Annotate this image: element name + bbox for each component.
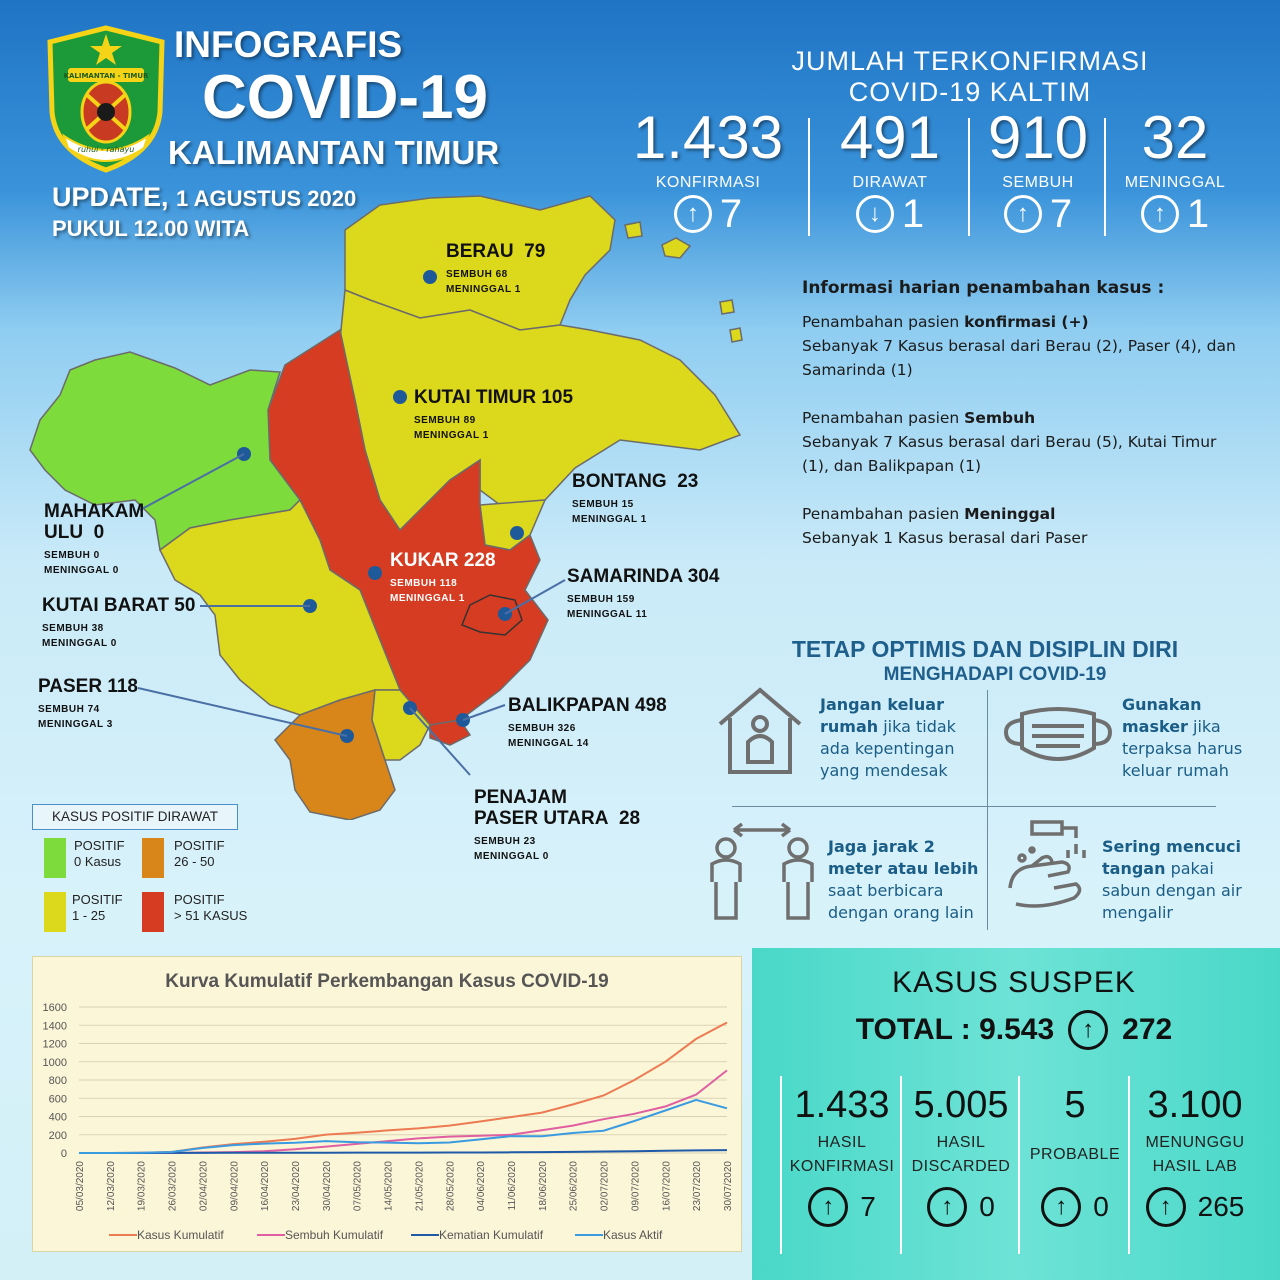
arrow-up-icon: ↑ — [1068, 1010, 1108, 1050]
stat-divider — [1104, 118, 1106, 236]
chart-xtick-label: 09/07/2020 — [630, 1161, 642, 1212]
arrow-up-icon: ↑ — [927, 1187, 967, 1227]
chart-xtick-label: 05/03/2020 — [75, 1161, 86, 1212]
arrow-up-icon: ↑ — [808, 1187, 848, 1227]
arrow-down-icon: ↓ — [856, 195, 894, 233]
chart-ytick-label: 200 — [48, 1129, 67, 1142]
region-label-ppu: PENAJAM PASER UTARA 28 SEMBUH 23 MENINGGAL 0 — [474, 787, 641, 862]
chart-xtick-label: 14/05/2020 — [383, 1161, 395, 1212]
info-meninggal: Penambahan pasien Meninggal — [802, 505, 1056, 523]
chart-series-line — [79, 1023, 727, 1154]
legend-title: KASUS POSITIF DIRAWAT — [32, 804, 238, 830]
legend-item: POSITIF 26 - 50 — [142, 838, 225, 878]
chart-xtick-label: 04/06/2020 — [476, 1161, 488, 1212]
chart-ytick-label: 600 — [48, 1093, 67, 1106]
legend-item: POSITIF 1 - 25 — [44, 892, 123, 932]
info-sembuh: Penambahan pasien Sembuh — [802, 409, 1036, 427]
legend-item: POSITIF > 51 KASUS — [142, 892, 247, 932]
chart-xtick-label: 16/04/2020 — [260, 1161, 272, 1212]
stat-meninggal — [1110, 104, 1240, 236]
region-label-kutai-barat: KUTAI BARAT 50 SEMBUH 38 MENINGGAL 0 — [42, 595, 196, 649]
stat-value: 910 — [987, 104, 1089, 171]
region-label-mahakam-ulu: MAHAKAM ULU 0 SEMBUH 0 MENINGGAL 0 — [44, 501, 145, 576]
chart-xtick-label: 23/07/2020 — [692, 1161, 704, 1212]
suspek-discarded: 5.005 HASIL DISCARDED ↑ 0 — [904, 1084, 1018, 1227]
stat-dirawat — [814, 104, 966, 236]
info-title: Informasi harian penambahan kasus : — [802, 278, 1165, 298]
chart-xtick-label: 23/04/2020 — [291, 1161, 302, 1212]
region-label-balikpapan: BALIKPAPAN 498 SEMBUH 326 MENINGGAL 14 — [508, 695, 667, 749]
chart-xtick-label: 16/07/2020 — [661, 1161, 673, 1212]
chart-xtick-label: 18/06/2020 — [537, 1161, 549, 1212]
logo-banner-text: KALIMANTAN - TIMUR — [63, 72, 149, 80]
summary-title — [740, 46, 1200, 108]
arrow-up-icon: ↑ — [1146, 1187, 1186, 1227]
stat-label: DIRAWAT — [852, 174, 928, 191]
suspek-title: KASUS SUSPEK — [892, 966, 1136, 999]
chart-ytick-label: 1200 — [42, 1038, 67, 1051]
stat-value: 491 — [839, 104, 941, 171]
suspek-divider — [780, 1076, 782, 1254]
header-region: KALIMANTAN TIMUR — [168, 134, 500, 171]
suspek-konfirmasi: 1.433 HASIL KONFIRMASI ↑ 7 — [784, 1084, 900, 1227]
header-title: COVID-19 — [202, 63, 488, 132]
chart-ytick-label: 0 — [60, 1148, 67, 1160]
suspek-total — [752, 1010, 1276, 1050]
legend-swatch — [142, 892, 164, 932]
stat-divider — [968, 118, 970, 236]
chart-xtick-label: 19/03/2020 — [136, 1161, 148, 1212]
arrow-up-icon: ↑ — [674, 195, 712, 233]
chart-series-line — [79, 1100, 727, 1153]
legend-swatch — [142, 838, 164, 878]
chart-xtick-label: 26/03/2020 — [167, 1161, 179, 1212]
stat-label: KONFIRMASI — [655, 174, 761, 191]
stat-delta: 1 — [1186, 192, 1210, 236]
chart-xtick-label: 21/05/2020 — [414, 1161, 426, 1212]
stat-sembuh — [972, 104, 1104, 236]
chart-xtick-label: 02/07/2020 — [599, 1161, 611, 1212]
stat-delta: 7 — [719, 192, 743, 236]
region-label-samarinda: SAMARINDA 304 SEMBUH 159 MENINGGAL 11 — [567, 566, 720, 620]
chart-panel — [32, 956, 742, 1252]
chart-xtick-label: 11/06/2020 — [507, 1161, 518, 1211]
summary-title-line1: JUMLAH TERKONFIRMASI — [791, 46, 1149, 76]
update-word: UPDATE, — [52, 182, 169, 212]
region-label-kukar: KUKAR 228 SEMBUH 118 MENINGGAL 1 — [390, 550, 496, 604]
legend-swatch — [44, 892, 66, 932]
tip-mask: Gunakan masker jika terpaksa harus keluar rumah — [1122, 695, 1243, 780]
chart-ytick-label: 1000 — [42, 1056, 67, 1069]
stat-delta: 1 — [901, 192, 925, 236]
chart-ytick-label: 800 — [48, 1075, 67, 1087]
summary-title-line2: COVID-19 KALTIM — [848, 77, 1092, 107]
chart-xtick-label: 09/04/2020 — [229, 1161, 241, 1212]
tips-title: TETAP OPTIMIS DAN DISIPLIN DIRI — [791, 636, 1179, 662]
chart-legend-label: Kematian Kumulatif — [439, 1228, 544, 1242]
chart-xtick-label: 25/06/2020 — [568, 1161, 580, 1212]
stat-value: 1.433 — [632, 104, 784, 171]
chart-ytick-label: 1400 — [42, 1020, 67, 1033]
region-label-berau: BERAU 79 SEMBUH 68 MENINGGAL 1 — [446, 241, 546, 295]
chart-xtick-label: 28/05/2020 — [445, 1161, 457, 1212]
daily-info — [802, 276, 1242, 550]
info-sembuh-text: Sebanyak 7 Kasus berasal dari Berau (5), Kutai Timur (1), dan Balikpapan (1) — [802, 433, 1217, 475]
suspek-total-delta: 272 — [1122, 1013, 1173, 1046]
tips-hdivider — [732, 806, 1216, 807]
kaltim-logo — [44, 24, 168, 174]
suspek-divider — [1018, 1076, 1020, 1254]
header-line1: INFOGRAFIS — [174, 24, 403, 65]
stat-value: 32 — [1141, 104, 1209, 171]
tip-handwash: Sering mencuci tangan pakai sabun dengan air mengalir — [1102, 837, 1242, 922]
region-bontang — [480, 500, 545, 550]
suspek-total-label: TOTAL : 9.543 — [855, 1013, 1055, 1046]
tip-distance: Jaga jarak 2 meter atau lebih saat berbicara dengan orang lain — [828, 837, 979, 922]
arrow-up-icon: ↑ — [1004, 195, 1042, 233]
house-person-icon — [714, 684, 806, 776]
region-label-kutai-timur: KUTAI TIMUR 105 SEMBUH 89 MENINGGAL 1 — [414, 387, 574, 441]
chart-legend-label: Kasus Kumulatif — [137, 1228, 224, 1242]
suspek-divider — [900, 1076, 902, 1254]
info-konfirmasi: Penambahan pasien konfirmasi (+) — [802, 313, 1089, 331]
info-konfirmasi-text: Sebanyak 7 Kasus berasal dari Berau (2), Paser (4), dan Samarinda (1) — [802, 337, 1236, 379]
stat-divider — [808, 118, 810, 236]
region-label-paser: PASER 118 SEMBUH 74 MENINGGAL 3 — [38, 676, 138, 730]
arrow-up-icon: ↑ — [1041, 1187, 1081, 1227]
legend-item: POSITIF 0 Kasus — [44, 838, 125, 878]
stat-label: MENINGGAL — [1124, 174, 1226, 191]
stat-label: SEMBUH — [1002, 174, 1074, 191]
arrow-up-icon: ↑ — [1141, 195, 1179, 233]
update-time: PUKUL 12.00 WITA — [52, 216, 250, 241]
mask-icon — [1002, 700, 1114, 772]
chart-ytick-label: 1600 — [42, 1002, 67, 1014]
tip-stay-home: Jangan keluar rumah jika tidak ada kepentingan yang mendesak — [820, 695, 956, 780]
chart-ytick-label: 400 — [48, 1111, 67, 1124]
distance-icon — [704, 822, 820, 922]
chart-title: Kurva Kumulatif Perkembangan Kasus COVID-19 — [165, 971, 609, 992]
chart-legend-label: Kasus Aktif — [603, 1228, 663, 1242]
update-date: 1 AGUSTUS 2020 — [176, 186, 357, 211]
suspek-menunggu: 3.100 MENUNGGU HASIL LAB ↑ 265 — [1132, 1084, 1258, 1227]
chart-legend-label: Sembuh Kumulatif — [285, 1228, 384, 1242]
stat-delta: 7 — [1049, 192, 1073, 236]
region-label-bontang: BONTANG 23 SEMBUH 15 MENINGGAL 1 — [572, 471, 699, 525]
handwash-icon — [1002, 818, 1094, 910]
chart-xtick-label: 02/04/2020 — [198, 1161, 210, 1212]
suspek-probable: 5 PROBABLE ↑ 0 — [1022, 1084, 1128, 1227]
logo-motto-text: ruhui - rahayu — [77, 145, 135, 154]
chart-xtick-label: 07/05/2020 — [352, 1161, 364, 1212]
cumulative-chart — [33, 957, 743, 1253]
chart-xtick-label: 12/03/2020 — [105, 1161, 117, 1212]
info-meninggal-text: Sebanyak 1 Kasus berasal dari Paser — [802, 529, 1088, 547]
tips-subtitle: MENGHADAPI COVID-19 — [883, 664, 1107, 685]
suspek-divider — [1128, 1076, 1130, 1254]
chart-xtick-label: 30/04/2020 — [321, 1161, 333, 1212]
legend-swatch — [44, 838, 66, 878]
chart-xtick-label: 30/07/2020 — [723, 1161, 734, 1212]
